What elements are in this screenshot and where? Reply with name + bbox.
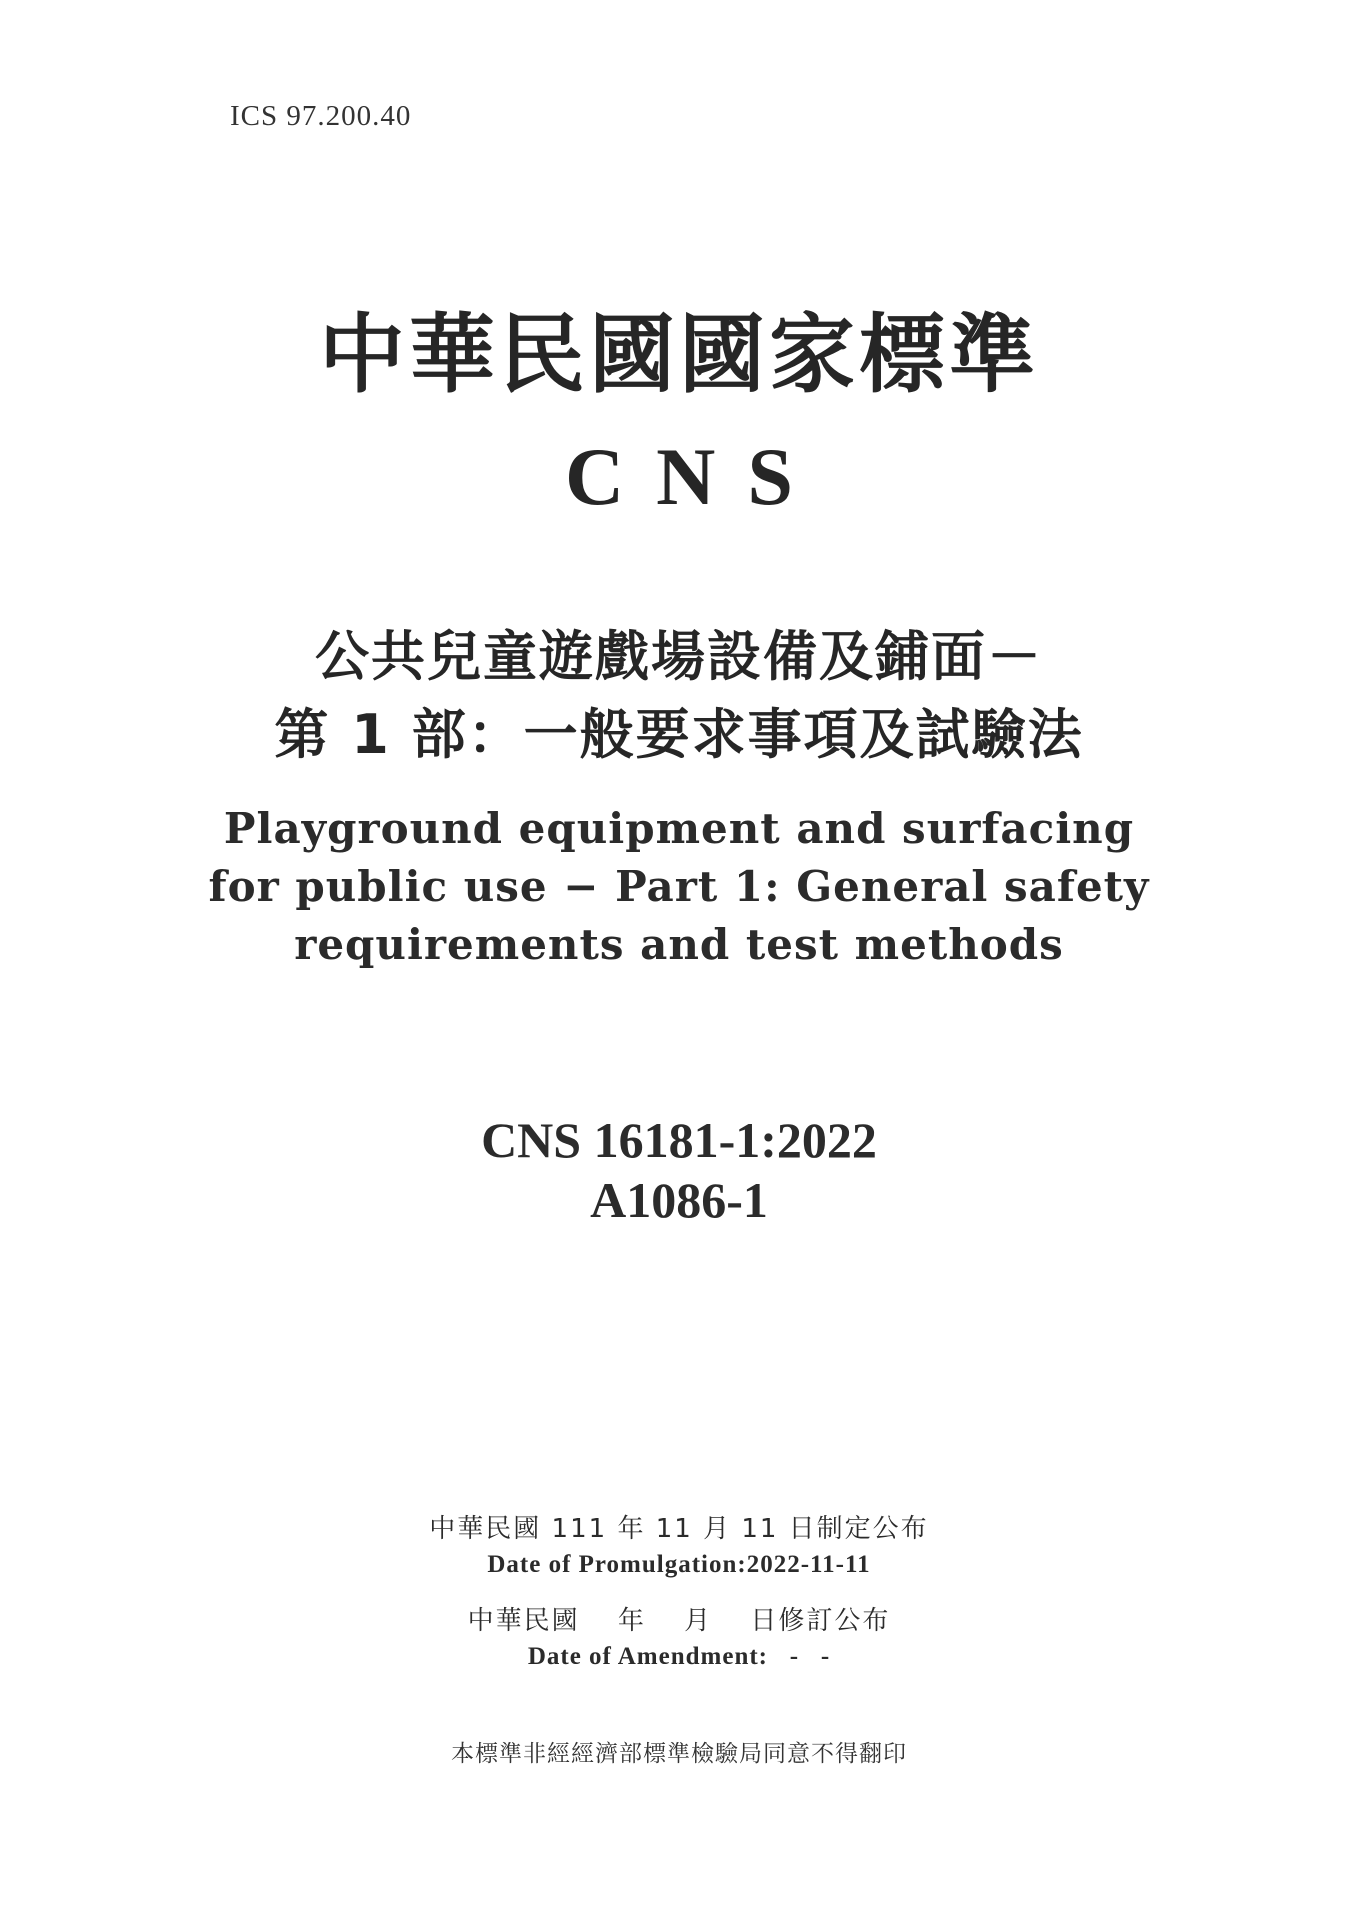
amendment-date-cn: 中華民國 年 月 日修訂公布 (467, 1606, 891, 1636)
standard-title-en-line1: Playground equipment and surfacing (223, 804, 1135, 853)
promulgation-date-en: Date of Promulgation:2022-11-11 (487, 1551, 871, 1578)
cns-mark: CNS (564, 431, 826, 522)
standard-title-cn-line1: 公共兒童遊戲場設備及鋪面－ (315, 625, 1043, 688)
standard-title-en-line2: for public use − Part 1: General safety (208, 862, 1150, 911)
classification-number: A1086-1 (590, 1172, 768, 1228)
standard-title-cn (0, 618, 1358, 774)
spacer (0, 1582, 1358, 1602)
promulgation-date-cn: 中華民國 111 年 11 月 11 日制定公布 (429, 1514, 929, 1544)
standard-title-cn-line2: 第 1 部：一般要求事項及試驗法 (274, 703, 1084, 766)
copyright-notice: 本標準非經經濟部標準檢驗局同意不得翻印 (451, 1741, 907, 1767)
standard-identifier (0, 1110, 1358, 1230)
standard-title-en-line3: requirements and test methods (294, 920, 1064, 969)
standard-title-en (0, 800, 1358, 974)
ics-code: ICS 97.200.40 (230, 100, 412, 132)
dates-block (0, 1510, 1358, 1674)
amendment-date-en: Date of Amendment: - - (527, 1643, 831, 1670)
organization-title-cn: 中華民國國家標準 (319, 305, 1039, 405)
standard-number: CNS 16181-1:2022 (481, 1112, 877, 1168)
